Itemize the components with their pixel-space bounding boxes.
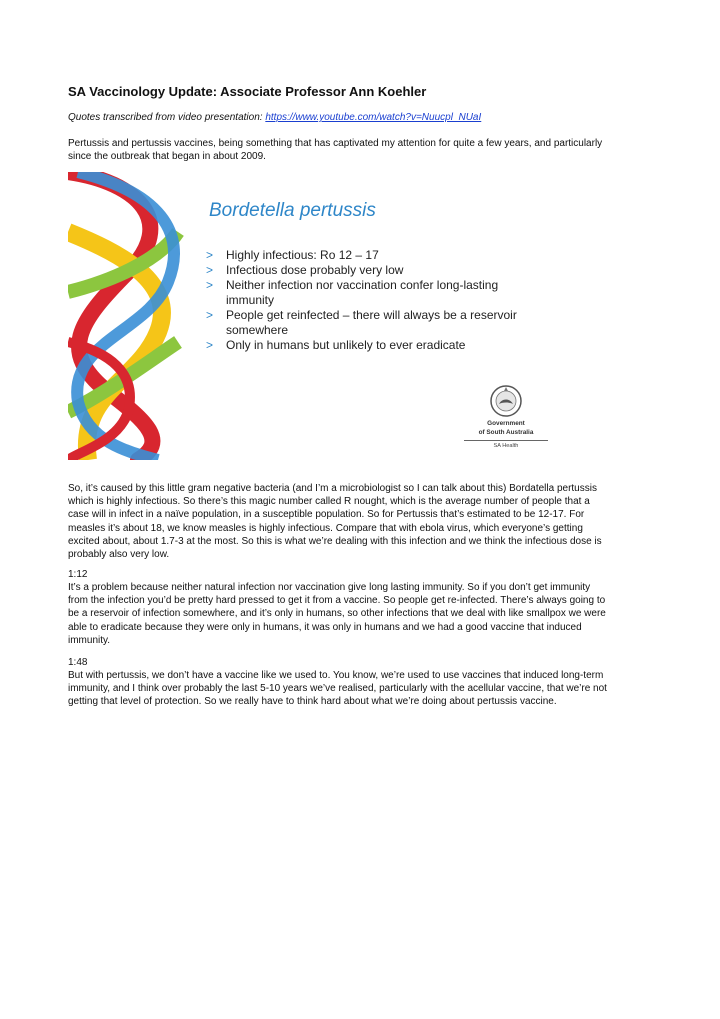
slide-bullet-list: [206, 248, 526, 353]
paragraph-ro: So, it’s caused by this little gram negative bacteria (and I’m a microbiologist so I can talk about this) Bordatella pertussis which is highly infectious. So there’s this magic number called R nought, which is the average number of people that a case will in infect in a naïve population, in a susceptible population. So for Pertussis that’s estimated to be 12-17. For measles it’s about 18, we know measles is highly infectious. Compare that with ebola virus, which everyone’s getting excited about, about 1.7-3 at the most. So this is what we’re dealing with this infection and we think the infectious dose is probably also very low.: [68, 483, 602, 561]
logo-divider: [464, 440, 548, 441]
slide-image: [68, 172, 598, 460]
chevron-right-icon: >: [206, 338, 214, 352]
crest-icon: [489, 384, 523, 418]
government-logo: [464, 384, 548, 449]
quote-prefix: Quotes transcribed from video presentation:: [68, 112, 266, 123]
slide-bullet: > Highly infectious: Ro 12 – 17: [206, 248, 379, 262]
logo-gov-line1: Government: [487, 420, 525, 427]
timestamp-1-12: 1:12: [68, 569, 88, 580]
chevron-right-icon: >: [206, 308, 214, 322]
video-link[interactable]: https://www.youtube.com/watch?v=Nuucpl_NUaI: [265, 112, 482, 123]
logo-sa-health: SA Health: [493, 442, 519, 449]
slide-bullet: > People get reinfected – there will always be a reservoir somewhere: [206, 308, 517, 337]
quote-source-line: [68, 112, 481, 123]
paragraph-immunity: It’s a problem because neither natural infection nor vaccination give long lasting immunity. So if you don’t get immunity from the infection you’d be pretty hard pressed to get it from a vaccine. So people get re-infected. There’s always going to be a reservoir of infection somewhere, and it’s only in humans, so other infections that we deal with like smallpox we were able to eradicate because they were only in humans, it was only in humans and we had a good vaccine that induced immunity.: [68, 582, 606, 646]
paragraph-vaccine: But with pertussis, we don’t have a vaccine like we used to. You know, we’re used to use vaccines that induced long-term immunity, and I think over probably the last 5-10 years we’ve realised, particularly with the acellular vaccine, that we’re not getting that level of protection. So we really have to think hard about what we’re doing about pertussis vaccine.: [68, 670, 607, 708]
document-title: SA Vaccinology Update: Associate Professor Ann Koehler: [68, 84, 427, 99]
logo-gov-line2: of South Australia: [478, 429, 534, 437]
chevron-right-icon: >: [206, 248, 214, 262]
slide-bullet: > Infectious dose probably very low: [206, 263, 404, 277]
slide-bullet: > Only in humans but unlikely to ever eradicate: [206, 338, 466, 352]
slide-title: Bordetella pertussis: [209, 200, 376, 221]
chevron-right-icon: >: [206, 263, 214, 277]
intro-paragraph: Pertussis and pertussis vaccines, being something that has captivated my attention for quite a few years, and particularly since the outbreak that began in about 2009.: [68, 138, 603, 163]
chevron-right-icon: >: [206, 278, 214, 292]
timestamp-1-48: 1:48: [68, 657, 88, 668]
dna-helix-graphic: [68, 172, 198, 460]
slide-bullet: > Neither infection nor vaccination confer long-lasting immunity: [206, 278, 499, 307]
